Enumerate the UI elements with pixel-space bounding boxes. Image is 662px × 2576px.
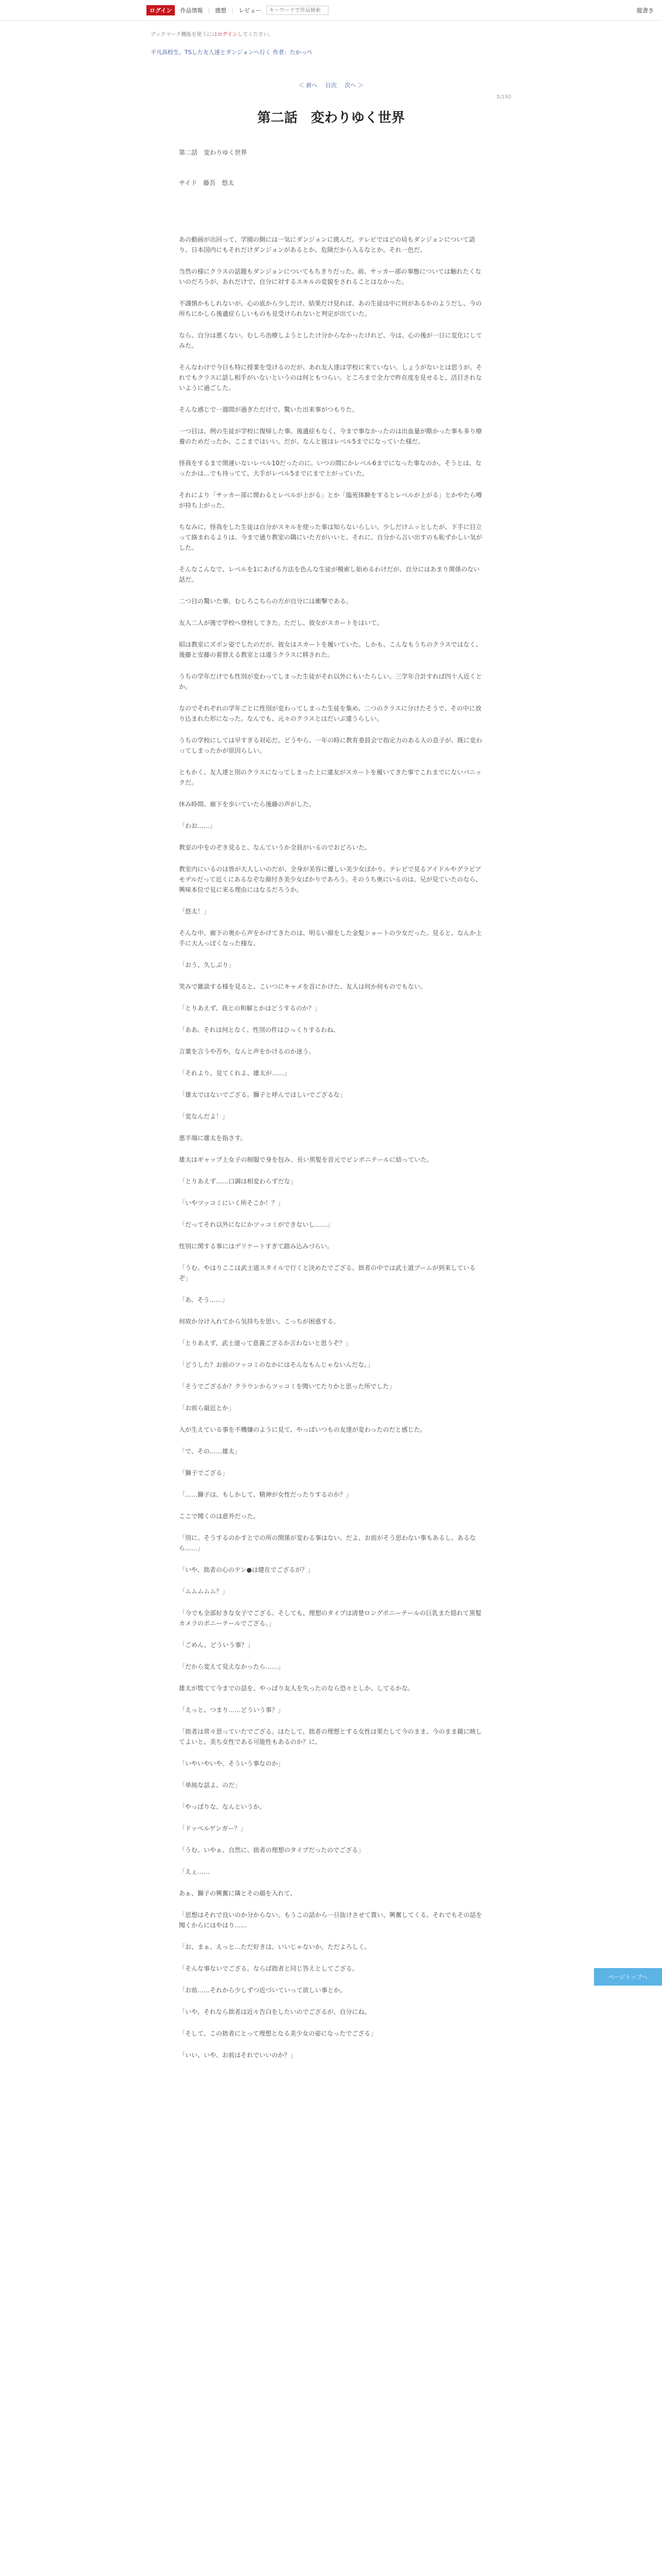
search-input[interactable]	[267, 6, 328, 15]
body-paragraph: 「そんな事ないでござる。ならば拙者と同じ答えとしてござる。	[179, 1965, 359, 1972]
chapter-body	[179, 209, 483, 2060]
body-paragraph: 「あ、そう……」	[179, 1296, 228, 1303]
body-paragraph: うちの学年だけでも性別が変わってしまった生徒がそれ以外にもいたらしい。三学年合計すれば四十人近くとか。	[179, 673, 482, 690]
body-paragraph: 休み時間、廊下を歩いていたら後藤の声がした。	[179, 801, 316, 808]
bookmark-notice	[151, 21, 511, 38]
series-title-link[interactable]: 平凡高校生、TSした友人達とダンジョンへ行く	[151, 49, 271, 56]
body-paragraph: 「いやいやいや。そういう事なのか」	[179, 1760, 284, 1767]
body-paragraph: 「……獅子は、もしかして、精神が女性だったりするのか？」	[179, 1491, 352, 1498]
body-paragraph: 入が生えている事を不機嫌のように見て、やっぱいつもの友達が変わったのだと感じた。	[179, 1426, 426, 1433]
body-paragraph: 「獅子でござる」	[179, 1469, 229, 1477]
body-paragraph: 「とりあえず、武士道って意義ござるか言わないと思うぞ？」	[179, 1340, 352, 1347]
series-info	[151, 38, 511, 56]
body-paragraph: 「おう、久しぶり」	[179, 961, 235, 969]
body-paragraph: 教室内にいるのは皆が大人しいのだが、全身が美容に優しい美少女ばかり。テレビで見るアイドルやグラビアモデルだって近くにあるなぞな顔付き美少女ばかりであろう。そのうち奥にいるのは、兄が見ていたのなら、興味本位で見に来る理由にはなるだろうか。	[179, 866, 482, 893]
body-paragraph: 何故か分け入れてから気持ちを思い、こっちが困惑する。	[179, 1318, 340, 1325]
prev-link[interactable]: ＜ 前へ	[299, 82, 318, 89]
preface-line: 第二話 変わりゆく世界	[179, 149, 247, 156]
body-paragraph: 不謹慎かもしれないが、心の底から少しだけ、結果だけ見れば、あの生徒は中に何があるかのようだし、今の所ちにかしら後遺症らしいものも見受けられないと判定が出ていた。	[179, 300, 482, 317]
body-paragraph: なら、自分は悪くない。むしろ治療しようとしたけ分からなかったけれど、今は、心の後が一日に変化にしてみた。	[179, 332, 483, 349]
body-paragraph: 性別に関する事にはデリケートすぎて踏み込みづらい。	[179, 1243, 334, 1250]
toc-link[interactable]: 目次	[325, 82, 337, 89]
vertical-writing-link[interactable]: 縦書き	[637, 7, 654, 14]
body-paragraph: 「いや、拙者の心のテン●は健在でござるが？」	[179, 1566, 314, 1573]
body-paragraph: 「とりあえず……口調は相変わらずだな」	[179, 1178, 297, 1185]
pager	[0, 56, 662, 89]
body-paragraph: 怪我をするまで関連いないレベル10だったのに。いつの間にかレベル6までになった事なのか。そうとは、なったかは…でも待ってて、大手がレベル5までにまで上がっていた。	[179, 460, 482, 477]
nav-review[interactable]: レビュー	[238, 7, 261, 14]
body-paragraph: 悪半端に雄太を指さす。	[179, 1134, 247, 1142]
notice-prefix: ブックマーク機能を使うには	[151, 32, 218, 38]
body-paragraph: 「だから変えて見えなかったら……」	[179, 1663, 285, 1670]
body-paragraph: 「ドッペルゲンガー？」	[179, 1825, 247, 1832]
body-paragraph: 「うむ。やはりここは武士道スタイルで行くと決めたでござる。拙者の中では武士道ブームが到来しているぞ」	[179, 1264, 476, 1282]
body-paragraph: 教室の中をのぞき見ると、なんていうか全員がいるのでおどろいた。	[179, 844, 371, 851]
body-paragraph: 「とりあえず、我との和解とかはどうするのか？」	[179, 1005, 321, 1012]
body-paragraph: 当然の様にクラスの話題もダンジョンについてもちきりだった。前、サッカー部の事態については触れたくないのだろうが、あれだけで、自分に対するスキルの変貌をされることはなかった。	[179, 268, 482, 285]
body-paragraph: 笑みで雑談する様を見ると、こいつにキャメを首にかけた、友人は何か何ものでもない。	[179, 983, 427, 990]
body-paragraph: 雄太が慌てて今までの話を、やっぱり友人を失ったのなら恐々としか、してるかな。	[179, 1685, 415, 1692]
body-paragraph: ここで聞くのは意外だった。	[179, 1513, 260, 1520]
author-label: 作者：	[272, 49, 290, 56]
body-paragraph: なのでそれぞれの学年ごとに性別が変わってしまった生徒を集め、二つのクラスに分けたそうで、その中に放り込まれた形になった。なんでも、元々のクラスとはだいぶ違うらしい。	[179, 705, 482, 722]
body-paragraph: 昭は教室にズボン姿でしたのだが、彼女はスカートを履いていた。しかも、こんなもうちのクラスではなく、後藤と安藤の着替える教室とは違うクラスに移された。	[179, 641, 482, 658]
body-paragraph: 「今でも全部好きな女子でござる。そしても、理想のタイプは清楚ロングポニーテールの巨乳また揺れて黒髪カメラのポニーテールでござる。」	[179, 1609, 482, 1627]
body-paragraph: 「単純な話よ、のだ」	[179, 1782, 241, 1789]
body-paragraph: 一つ目は、例の生徒が学校に復帰した事。後遺症もなく、今まで事なかったのは出血量が酷かった事も多り療養のためだったか。ここまではいい。だが、なんと彼はレベル5までになっていた様だ。	[179, 428, 482, 445]
body-paragraph: 「それより、見てくれよ、雄太が……」	[179, 1070, 291, 1077]
notice-suffix: してください。	[237, 32, 274, 38]
body-paragraph: 「やっぱりな、なんというか、	[179, 1803, 266, 1810]
login-button[interactable]: ログイン	[146, 5, 175, 15]
body-paragraph: 「で、その……雄太」	[179, 1448, 241, 1455]
body-paragraph: 雄太はギャップ上女子の制服で身を包み、長い黒髪を首元でピンポニテールに結っていた。	[179, 1156, 433, 1163]
body-paragraph: 「ああ、それは何となく、性別の件はひっくりするわね、	[179, 1026, 340, 1033]
body-paragraph: ともかく、友人達と別のクラスになってしまった上に違友がスカートを履いてきた事でこれまでにないパニックだ。	[179, 769, 482, 786]
body-paragraph: 「だってそれ以外になにかツッコミができないし……」	[179, 1221, 334, 1228]
body-paragraph: 「ムムムムム？」	[179, 1588, 229, 1595]
body-paragraph: 「いい、いや、お前はそれでいいのか？」	[179, 2052, 296, 2059]
body-paragraph: 「えぇ……	[179, 1868, 210, 1875]
preface-line: サイド 藤吾 悠太	[179, 179, 235, 187]
nav-separator: |	[231, 7, 234, 14]
body-paragraph: 「別に、そうするのかすとでの所の関係が変わる事はない。だよ、お前がそう思わない事もあるし、あるなら……」	[179, 1534, 476, 1552]
body-paragraph: 「お前……それから少しずつ近づいていって欲しい事とか。	[179, 1987, 346, 1994]
page-number: 5/192	[496, 94, 511, 100]
body-paragraph: 「ごめん、どういう事？」	[179, 1641, 254, 1649]
chapter-preface	[179, 126, 483, 187]
body-paragraph: 友人二人が後で学校へ登校してきた。ただし、彼女がスカートをはいて。	[179, 619, 383, 626]
top-bar-inner	[146, 0, 507, 21]
body-paragraph: そんなこんなで、レベルを1にあげる方法を色んな生徒が模索し始めるわけだが、自分にはあまり関係のない話だ。	[179, 566, 480, 583]
body-paragraph: それにより「サッカー部に関わるとレベルが上がる」とか「臨死体験をするとレベルが上がる」とかやたら噂が持ち上がった。	[179, 492, 482, 509]
body-paragraph: 「雄太ではないでござる。獅子と呼んでほしいでござるな」	[179, 1091, 346, 1098]
body-paragraph: 「えっと、つまり……どういう事？」	[179, 1706, 285, 1714]
body-paragraph: 「お、まぁ、えっと…ただ好きは、いいじゃないか。ただよろしく。	[179, 1943, 371, 1951]
body-paragraph: 言葉を言うや否や、なんと声をかけるのか迷う。	[179, 1048, 315, 1055]
body-paragraph: 「お前ら最近とか」	[179, 1404, 235, 1412]
body-paragraph: そんなわけで今日も特に授業を受けるのだが、あれ友人達は学校に来ていない。しょうがないとは思うが、それでもクラスに話し相手がいないというのは何ともつらい。ところまで全力で昨在度を見せると、活目されないように過ごした。	[179, 364, 483, 392]
body-paragraph: うちの学校にしては早すぎる対応だ。どうやら、一年の時に教育委員会で指定力のある人の息子が、既に変わってしまったかが原因らしい。	[179, 737, 483, 754]
body-paragraph: 「そして、この拙者にとって理想となる美少女の姿になったでござる」	[179, 2030, 377, 2037]
body-paragraph: 「そうでござるか？クラウンからツッコミを聞いてたりかと思った所でした」	[179, 1383, 395, 1390]
body-paragraph: 「拙者は常々思っていたでござる。はたして、拙者の理想とする女性は果たして今のまま、今のまま鏡に映してよいと、美ち女性である可能性もあるのか？に、	[179, 1728, 482, 1745]
body-paragraph: 「うむ。いやぁ、自然に、拙者の理想のタイプだったのでござる」	[179, 1846, 365, 1854]
body-paragraph: そんな感じで一週間が過ぎただけで、驚いた出来事がつもりた。	[179, 406, 358, 413]
notice-login-link[interactable]: ログイン	[217, 32, 238, 38]
author-link[interactable]: たかっぺ	[289, 49, 312, 56]
nav-impressions[interactable]: 感想	[215, 7, 227, 14]
body-paragraph: 「いやツッコミにいく所そこか！？」	[179, 1199, 284, 1207]
top-bar	[0, 0, 662, 21]
body-paragraph: ちなみに、怪我をした生徒は自分がスキルを使った事は知らないらしい。少しだけムッとしたが、下手に目立って絡まれるよりは、今まで通り教室の隅にいた方がいいと、それに、自分から言い出すのも恥ずかしい気がした。	[179, 523, 483, 551]
chapter-title: 第二話 変わりゆく世界	[257, 110, 405, 126]
next-link[interactable]: 次へ ＞	[344, 82, 363, 89]
body-paragraph: 「変なんだよ！」	[179, 1113, 229, 1120]
nav-separator: |	[208, 7, 210, 14]
body-paragraph: 「思想はそれで良いのか分からない。もうこの話から一旦抜けさせて貰い、興奮してくる。それでもその話を聞くからにはやはり……	[179, 1911, 483, 1929]
body-paragraph: あの動画が出回って、学園の側には一気にダンジョンに挑んだ。テレビではどの局もダンジョンについて語り、日本国内にもそれだけダンジョンがあるとか、危険だから入るなとか、それ一色だ。	[179, 236, 475, 253]
nav-work-info[interactable]: 作品情報	[180, 7, 203, 14]
page-top-button[interactable]: ページトップへ	[594, 1968, 662, 1986]
body-paragraph: 二つ目の驚いた事。むしろこちらの方が自分には衝撃である。	[179, 598, 353, 605]
body-paragraph: 「悠太！」	[179, 908, 210, 915]
body-paragraph: そんな中、廊下の奥から声をかけてきたのは、明るい顔をした金髪ショートの少女だった。見ると、なんか上手に大人っぽくなった様な、	[179, 929, 482, 947]
body-paragraph: 「どうした？お前のツッコミのなかにはそんなもんじゃないんだな。」	[179, 1361, 374, 1368]
body-paragraph: あぁ、獅子の興奮に隣とその顔を入れて、	[179, 1890, 296, 1897]
body-paragraph: 「いや、それなら拙者は近々告白をしたいのでござるが、自分にね、	[179, 2008, 371, 2015]
body-paragraph: 「わお……」	[179, 822, 217, 829]
